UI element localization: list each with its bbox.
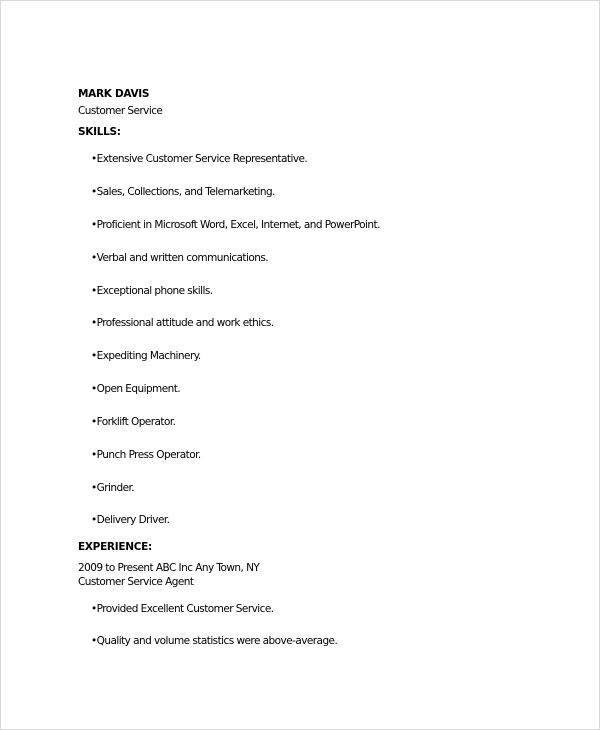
skill-item: •Verbal and written communications. <box>91 252 269 264</box>
skill-item: •Extensive Customer Service Representative. <box>91 153 308 165</box>
job-role: Customer Service Agent <box>78 576 194 588</box>
skill-item: •Grinder. <box>91 482 135 494</box>
skill-item: •Expediting Machinery. <box>91 350 201 362</box>
skill-item: •Proficient in Microsoft Word, Excel, Internet, and PowerPoint. <box>91 219 380 231</box>
skill-item: •Forklift Operator. <box>91 416 176 428</box>
experience-item: •Quality and volume statistics were above-average. <box>91 635 338 647</box>
candidate-name: MARK DAVIS <box>78 88 150 100</box>
skill-item: •Delivery Driver. <box>91 514 170 526</box>
experience-item: •Provided Excellent Customer Service. <box>91 603 274 615</box>
skill-item: •Exceptional phone skills. <box>91 285 213 297</box>
candidate-title: Customer Service <box>78 105 163 117</box>
skill-item: •Punch Press Operator. <box>91 449 201 461</box>
skill-item: •Open Equipment. <box>91 383 181 395</box>
job-line: 2009 to Present ABC Inc Any Town, NY <box>78 562 260 574</box>
experience-heading: EXPERIENCE: <box>78 541 152 553</box>
skill-item: •Sales, Collections, and Telemarketing. <box>91 186 275 198</box>
skill-item: •Professional attitude and work ethics. <box>91 317 274 329</box>
skills-heading: SKILLS: <box>78 126 121 138</box>
